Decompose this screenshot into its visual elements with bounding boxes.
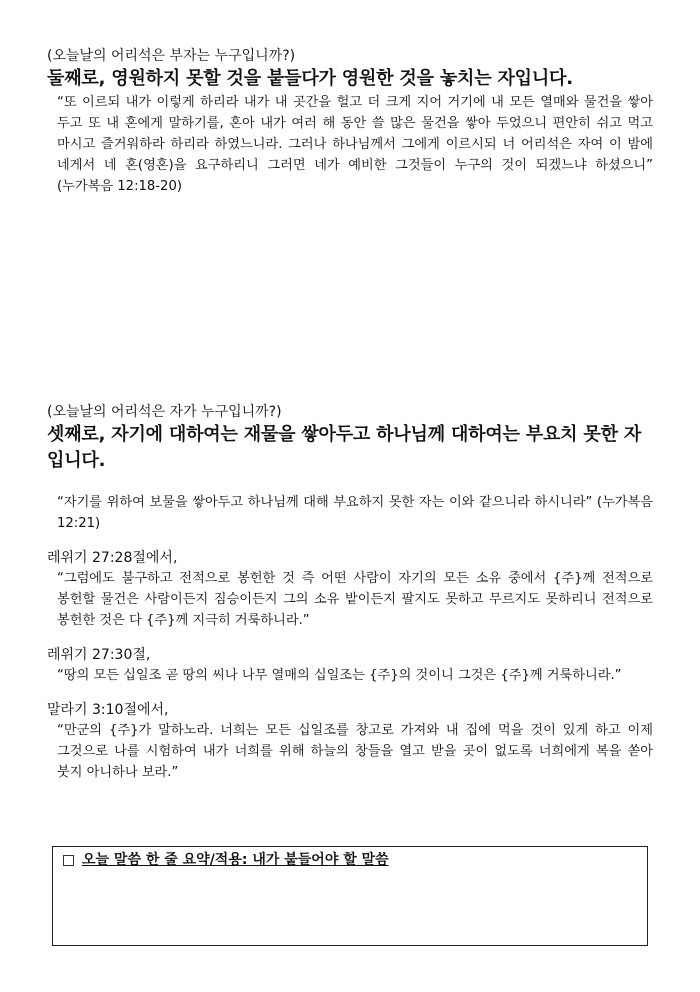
section-two-question: (오늘날의 어리석은 부자는 누구입니까?) [47, 48, 296, 64]
section-three-heading: 셋째로, 자기에 대하여는 재물을 쌓아두고 하나님께 대하여는 부요치 못한 자입니다. [47, 424, 642, 471]
summary-box-label: 오늘 말씀 한 줄 요약/적용: 내가 붙들어야 할 말씀 [82, 852, 389, 868]
section-three-question: (오늘날의 어리석은 자가 누구입니까?) [47, 404, 282, 420]
summary-box[interactable] [52, 846, 648, 946]
section-three-quote: “자기를 위하여 보물을 쌓아두고 하나님께 대해 부요하지 못한 자는 이와 같으니라 하시니라” (누가복음 12:21) [57, 495, 653, 531]
reference-quote: “만군의 {주}가 말하노라. 너희는 모든 십일조를 창고로 가져와 내 집에 먹을 것이 있게 하고 이제 그것으로 나를 시험하여 내가 너희를 위해 하늘의 창들을 열고 받을 곳이 없도록 너희에게 복을 쏟아 붓지 아니하나 보라.” [57, 723, 653, 780]
reference-quote: “그럼에도 불구하고 전적으로 봉헌한 것 즉 어떤 사람이 자기의 모든 소유 중에서 {주}께 전적으로 봉헌할 물건은 사람이든지 짐승이든지 그의 소유 밭이든지 팔지도 못하고 무르지도 못하리니 전적으로 봉헌한 것은 다 {주}께 지극히 거룩하니라.” [57, 571, 653, 628]
reference-block [47, 645, 653, 686]
reference-label: 말라기 3:10절에서, [47, 702, 169, 718]
checkbox-icon[interactable] [63, 855, 74, 866]
reference-quote: “땅의 모든 십일조 곧 땅의 씨나 나무 열매의 십일조는 {주}의 것이니 그것은 {주}께 거룩하니라.” [57, 668, 622, 683]
summary-box-header [63, 850, 389, 870]
reference-label: 레위기 27:28절에서, [47, 550, 178, 566]
section-three [47, 402, 653, 783]
reference-block [47, 548, 653, 631]
section-two-heading: 둘째로, 영원하지 못할 것을 붙들다가 영원한 것을 놓치는 자입니다. [47, 68, 573, 89]
reference-label: 레위기 27:30절, [47, 647, 151, 663]
section-two [47, 46, 653, 197]
section-two-quote: “또 이르되 내가 이렇게 하리라 내가 내 곳간을 헐고 더 크게 지어 거기에 내 모든 열매와 물건을 쌓아 두고 또 내 혼에게 말하기를, 혼아 내가 여러 해 동안 쓸 많은 물건을 쌓아 두었으니 편안히 쉬고 먹고 마시고 즐거워하라 하리라 하였느니라. 그러나 하나님께서 그에게 이르시되 너 어리석은 자여 이 밤에 네게서 네 혼(영혼)을 요구하리니 그러면 네가 예비한 그것들이 누구의 것이 되겠느냐 하셨으니” (누가복음 12:18-20) [57, 95, 653, 194]
reference-block [47, 700, 653, 783]
